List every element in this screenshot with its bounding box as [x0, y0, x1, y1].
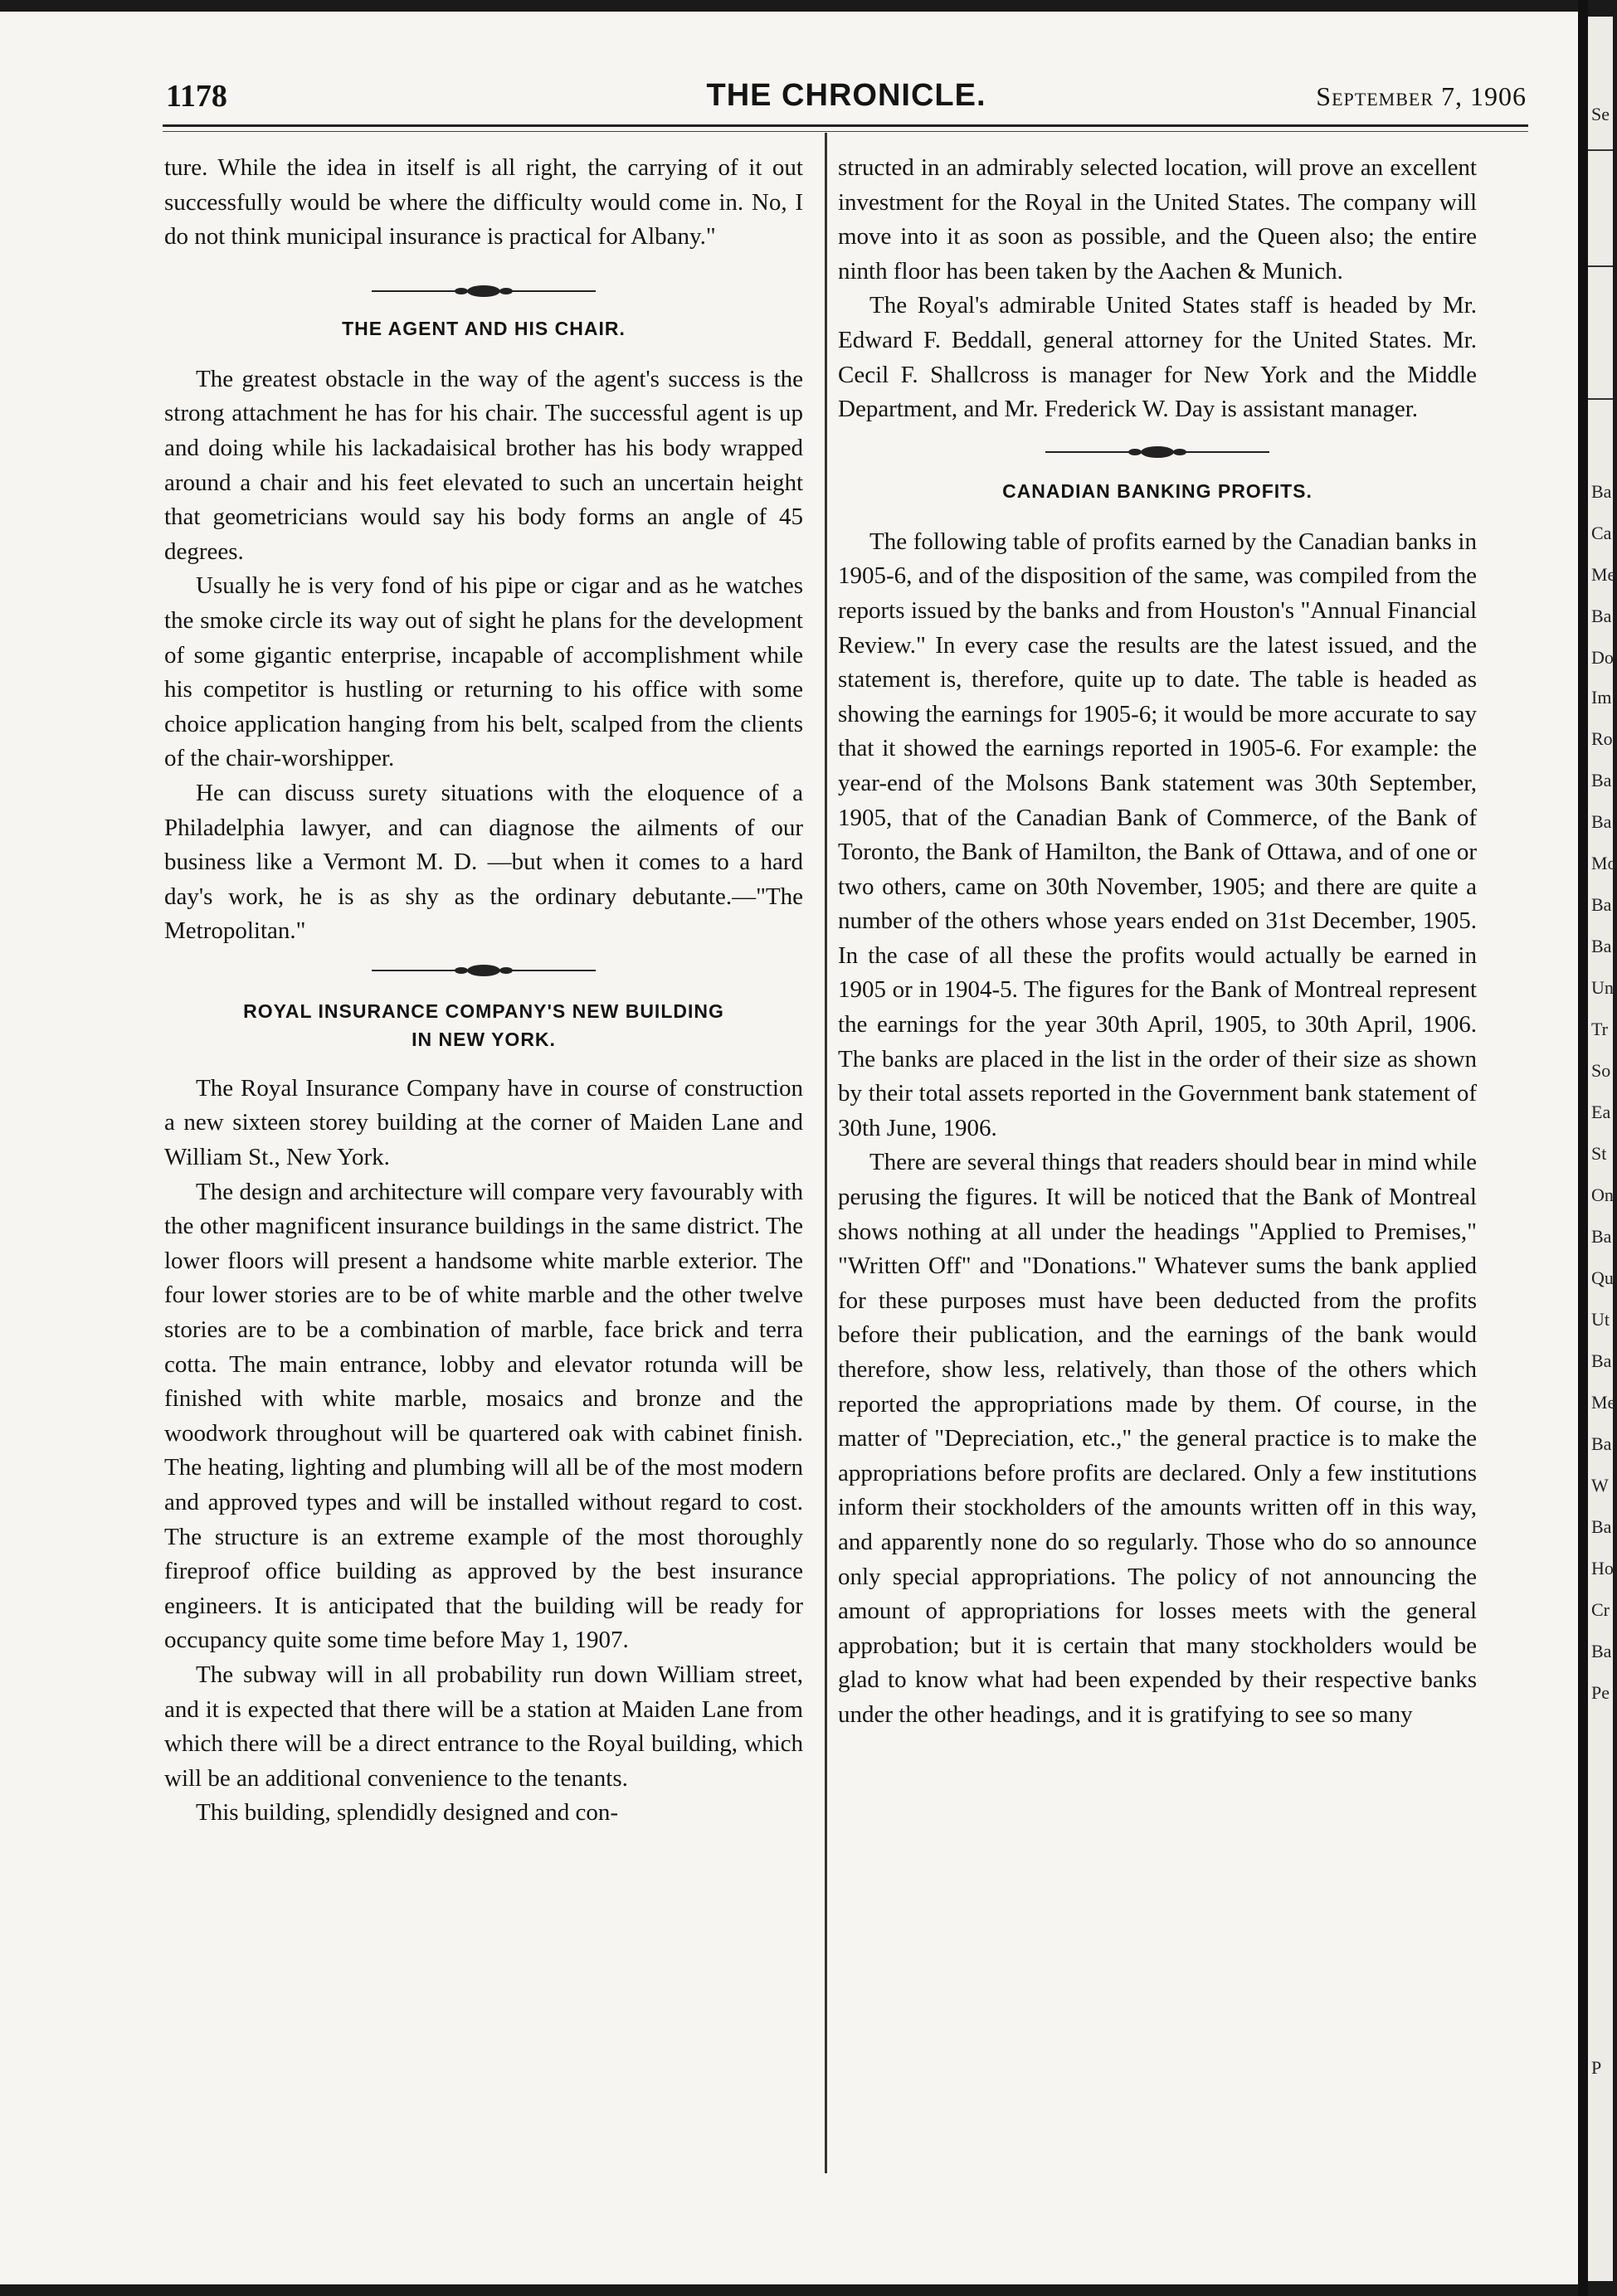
heading-banking-profits: CANADIAN BANKING PROFITS.	[1002, 479, 1313, 502]
adjacent-page-fragment: Un	[1591, 977, 1614, 998]
paragraph: ture. While the idea in itself is all right, the carrying of it out successfully would be where the difficulty would come in. No, I do not think municipal insurance is practical for Albany."	[164, 154, 803, 251]
paragraph: The greatest obstacle in the way of the agent's success is the strong attachment he has for his chair. The successful agent is up and doing while his lackadaisical brother has his body wrapped around a chair and his feet elevated to such an uncertain height that geometricians would say his body forms an angle of 45 degrees.	[164, 365, 803, 565]
adjacent-page-fragment: Ba	[1591, 606, 1612, 626]
left-column	[164, 151, 803, 1831]
header-rule	[163, 124, 1528, 127]
paragraph: Usually he is very fond of his pipe or cigar and as he watches the smoke circle its way out of sight he plans for the development of some gigantic enterprise, incapable of accomplishment while his competitor is hustling or returning to his office with some choice application hanging from his belt, scalped from the clients of the chair-worshipper.	[164, 572, 803, 772]
adjacent-page-fragment: Ba	[1591, 1226, 1612, 1247]
adjacent-page-fragment: Ho	[1591, 1558, 1614, 1578]
adjacent-page-fragment: Ba	[1591, 481, 1612, 502]
adjacent-page-fragment: P	[1591, 2057, 1602, 2078]
adjacent-page-fragment: St	[1591, 1143, 1607, 1164]
paragraph: The design and architecture will compare very favourably with the other magnificent insurance buildings in the same district. The lower floors will present a handsome white marble exterior. The four lower stories are to be of white marble and the other twelve stories are to be a combination of marble, face brick and terra cotta. The main entrance, lobby and elevator rotunda will be finished with white marble, mosaics and bronze and the woodwork throughout will be quartered oak with cabinet finish. The heating, lighting and plumbing will all be of the most modern and approved types and will be installed without regard to cost. The structure is an extreme example of the most thoroughly fireproof office building as approved by the best insurance engineers. It is anticipated that the building will be ready for occupancy quite some time before May 1, 1907.	[164, 1178, 803, 1654]
newspaper-title: THE CHRONICLE.	[706, 78, 986, 113]
page-header	[166, 78, 1527, 128]
adjacent-page-fragment: Pe	[1591, 1682, 1610, 1703]
paragraph: The Royal's admirable United States staff is headed by Mr. Edward F. Beddall, general attorney for the United States. Mr. Cecil F. Shallcross is manager for New York and the Middle Department, and Mr. Frederick W. Day is assistant manager.	[838, 292, 1477, 423]
adjacent-page-fragment: On	[1591, 1184, 1614, 1205]
adjacent-page-fragment: Do	[1591, 647, 1614, 668]
adjacent-page-fragment: Tr	[1591, 1019, 1608, 1039]
adjacent-page-fragment: Ea	[1591, 1102, 1611, 1122]
adjacent-page-fragment: Ba	[1591, 936, 1612, 956]
page-number: 1178	[166, 79, 227, 114]
adjacent-page-fragment: Ba	[1591, 894, 1612, 915]
adjacent-page-rule	[1588, 398, 1613, 400]
adjacent-page-rule	[1588, 149, 1613, 151]
ornament-divider	[1045, 435, 1269, 469]
adjacent-page-fragment: W	[1591, 1475, 1609, 1496]
ornament-divider	[372, 954, 596, 987]
adjacent-page-fragment: Ba	[1591, 1516, 1612, 1537]
paragraph: He can discuss surety situations with the eloquence of a Philadelphia lawyer, and can diagnose the ailments of our business like a Vermont M. D. —but when it comes to a hard day's work, he is as shy as the ordinary debutante.—"The Metropolitan."	[164, 779, 803, 945]
heading-royal-building-sub: IN NEW YORK.	[412, 1028, 556, 1050]
adjacent-page-fragment: Ba	[1591, 1350, 1612, 1371]
adjacent-page-fragment: Ut	[1591, 1309, 1610, 1330]
adjacent-page-fragment: Ba	[1591, 1641, 1612, 1661]
right-column	[838, 151, 1477, 1733]
column-divider	[825, 133, 827, 2173]
paragraph: This building, splendidly designed and con-	[196, 1799, 619, 1827]
ornament-divider	[372, 275, 596, 308]
paragraph: The following table of profits earned by the Canadian banks in 1905-6, and of the disposition of the same, was compiled from the reports issued by the banks and from Houston's "Annual Financial Review." In every case the results are the latest issued, and the statement is, therefore, quite up to date. The table is headed as showing the earnings for 1905-6; it would be more accurate to say that it showed the earnings reported in 1905-6. For example: the year-end of the Molsons Bank statement was 30th September, 1905, that of the Canadian Bank of Commerce, of the Bank of Toronto, the Bank of Hamilton, the Bank of Ottawa, and of one or two others, came on 30th November, 1905; and there are quite a number of the others whose years ended on 31st December, 1905. In the case of all these the profits would actually be earned in 1905 or in 1904-5. The figures for the Bank of Montreal represent the earnings for the year 30th April, 1905, to 30th April, 1906. The banks are placed in the list in the order of their size as shown by their total assets reported in the Government bank statement of 30th June, 1906.	[838, 528, 1477, 1141]
adjacent-page-fragment: Ba	[1591, 770, 1612, 790]
adjacent-page-fragment: So	[1591, 1060, 1611, 1081]
paragraph: structed in an admirably selected location, will prove an excellent investment for the Royal in the United States. The company will move into it as soon as possible, and the Queen also; the entire ninth floor has been taken by the Aachen & Munich.	[838, 154, 1477, 285]
adjacent-page-fragment: Ba	[1591, 1433, 1612, 1454]
adjacent-page-rule	[1588, 265, 1613, 267]
adjacent-page-fragment: Ca	[1591, 523, 1612, 543]
heading-agent-chair: THE AGENT AND HIS CHAIR.	[342, 317, 626, 339]
adjacent-page-fragment: Mo	[1591, 853, 1617, 873]
adjacent-page-fragment: Ba	[1591, 811, 1612, 832]
adjacent-page-fragment: Me	[1591, 564, 1616, 585]
page-gutter	[1578, 0, 1588, 2296]
paragraph: The Royal Insurance Company have in course of construction a new sixteen storey building at the corner of Maiden Lane and William St., New York.	[164, 1074, 803, 1171]
adjacent-page-edge	[1588, 17, 1617, 2281]
adjacent-page-fragment: Ro	[1591, 728, 1613, 749]
adjacent-page-fragment: Im	[1591, 687, 1612, 708]
heading-royal-building: ROYAL INSURANCE COMPANY'S NEW BUILDING	[243, 1000, 724, 1022]
adjacent-page-fragment: Me	[1591, 1392, 1616, 1413]
header-rule-thin	[163, 131, 1528, 132]
paragraph: There are several things that readers should bear in mind while perusing the figures. It will be noticed that the Bank of Montreal shows nothing at all under the headings "Applied to Premises," "Written Off" and "Donations." Whatever sums the bank applied for these purposes must have been deducted from the profits before their publication, and the earnings of the bank would therefore, show less, relatively, than those of the others which reported the appropriations made by them. Of course, in the matter of "Depreciation, etc.," the general practice is to make the appropriations before profits are declared. Only a few institutions inform their stockholders of the amounts written off in this way, and apparently none do so regularly. Those who do so announce only special appropriations. The policy of not announcing the amount of appropriations for losses meets with the general approbation; but it is certain that many stockholders would be glad to know what had been expended by their respective banks under the other headings, and it is gratifying to see so many	[838, 1149, 1477, 1728]
paragraph: The subway will in all probability run down William street, and it is expected that there will be a station at Maiden Lane from which there will be a direct entrance to the Royal building, which will be an additional convenience to the tenants.	[164, 1661, 803, 1792]
issue-date: September 7, 1906	[1316, 81, 1527, 111]
adjacent-page-fragment: Se	[1591, 104, 1610, 124]
adjacent-page-fragment: Qu	[1591, 1267, 1614, 1288]
adjacent-page-fragment: Cr	[1591, 1599, 1610, 1620]
